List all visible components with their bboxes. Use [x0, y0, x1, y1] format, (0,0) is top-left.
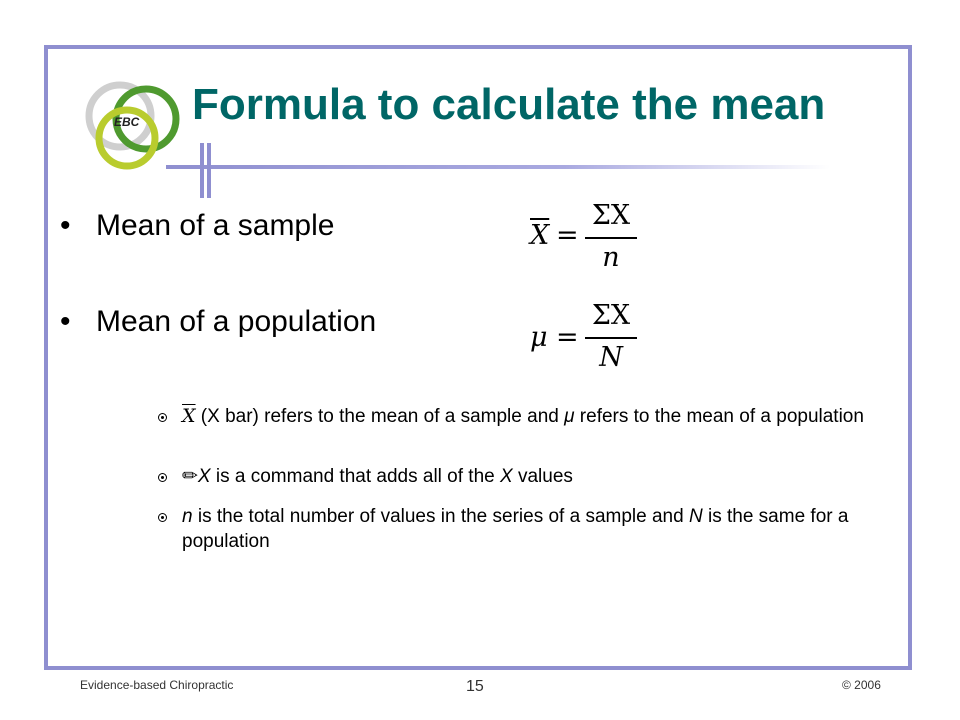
N-symbol: N	[688, 506, 703, 527]
xbar-symbol: $\overline{X}$	[182, 405, 196, 427]
sub-bullet-icon	[158, 413, 167, 422]
bullet-dot: •	[60, 305, 71, 338]
formula-denominator: n	[602, 242, 620, 273]
formula-equals: =	[556, 220, 579, 251]
title-rule-mark	[200, 143, 204, 198]
page-number: 15	[466, 678, 484, 695]
fraction-bar	[585, 237, 637, 239]
fraction-bar	[585, 337, 637, 339]
note-text-part: is a command that adds all of the	[210, 466, 500, 487]
ebc-logo	[72, 76, 192, 176]
title-rule	[166, 165, 830, 169]
formula-equals: =	[556, 322, 579, 353]
x-symbol: X	[197, 466, 211, 487]
formula-numerator: ΣX	[591, 200, 631, 231]
formula-lhs: μ	[530, 322, 548, 353]
footer-right: © 2006	[842, 678, 881, 692]
note-text-part: is the same for a population	[182, 506, 849, 552]
formula-denominator: N	[599, 342, 623, 373]
logo-text: EBC	[114, 115, 140, 129]
formula-lhs: $\overline{X}$	[530, 220, 550, 251]
formula-population-mean	[530, 300, 640, 380]
note-text-part: refers to the mean of a population	[574, 406, 864, 427]
slide-title: Formula to calculate the mean	[192, 80, 826, 129]
sub-bullet-icon	[158, 513, 167, 522]
formula-numerator: ΣX	[591, 300, 631, 331]
note-text	[182, 464, 872, 489]
mu-symbol: μ	[564, 406, 575, 427]
x-symbol: X	[500, 466, 513, 487]
note-text-part: (X bar) refers to the mean of a sample and	[195, 406, 565, 427]
formula-sample-mean	[530, 200, 640, 280]
note-text	[182, 504, 872, 554]
pencil-icon: ✏	[182, 466, 198, 487]
footer-left: Evidence-based Chiropractic	[80, 678, 234, 692]
n-symbol: n	[182, 506, 193, 527]
bullet-text: Mean of a sample	[96, 209, 335, 242]
note-text-part: values	[512, 466, 573, 487]
title-rule-mark	[207, 143, 211, 198]
note-text-part: is the total number of values in the series of a sample and	[192, 506, 689, 527]
note-text	[182, 404, 872, 429]
sub-bullet-icon	[158, 473, 167, 482]
bullet-text: Mean of a population	[96, 305, 377, 338]
bullet-dot: •	[60, 209, 71, 242]
